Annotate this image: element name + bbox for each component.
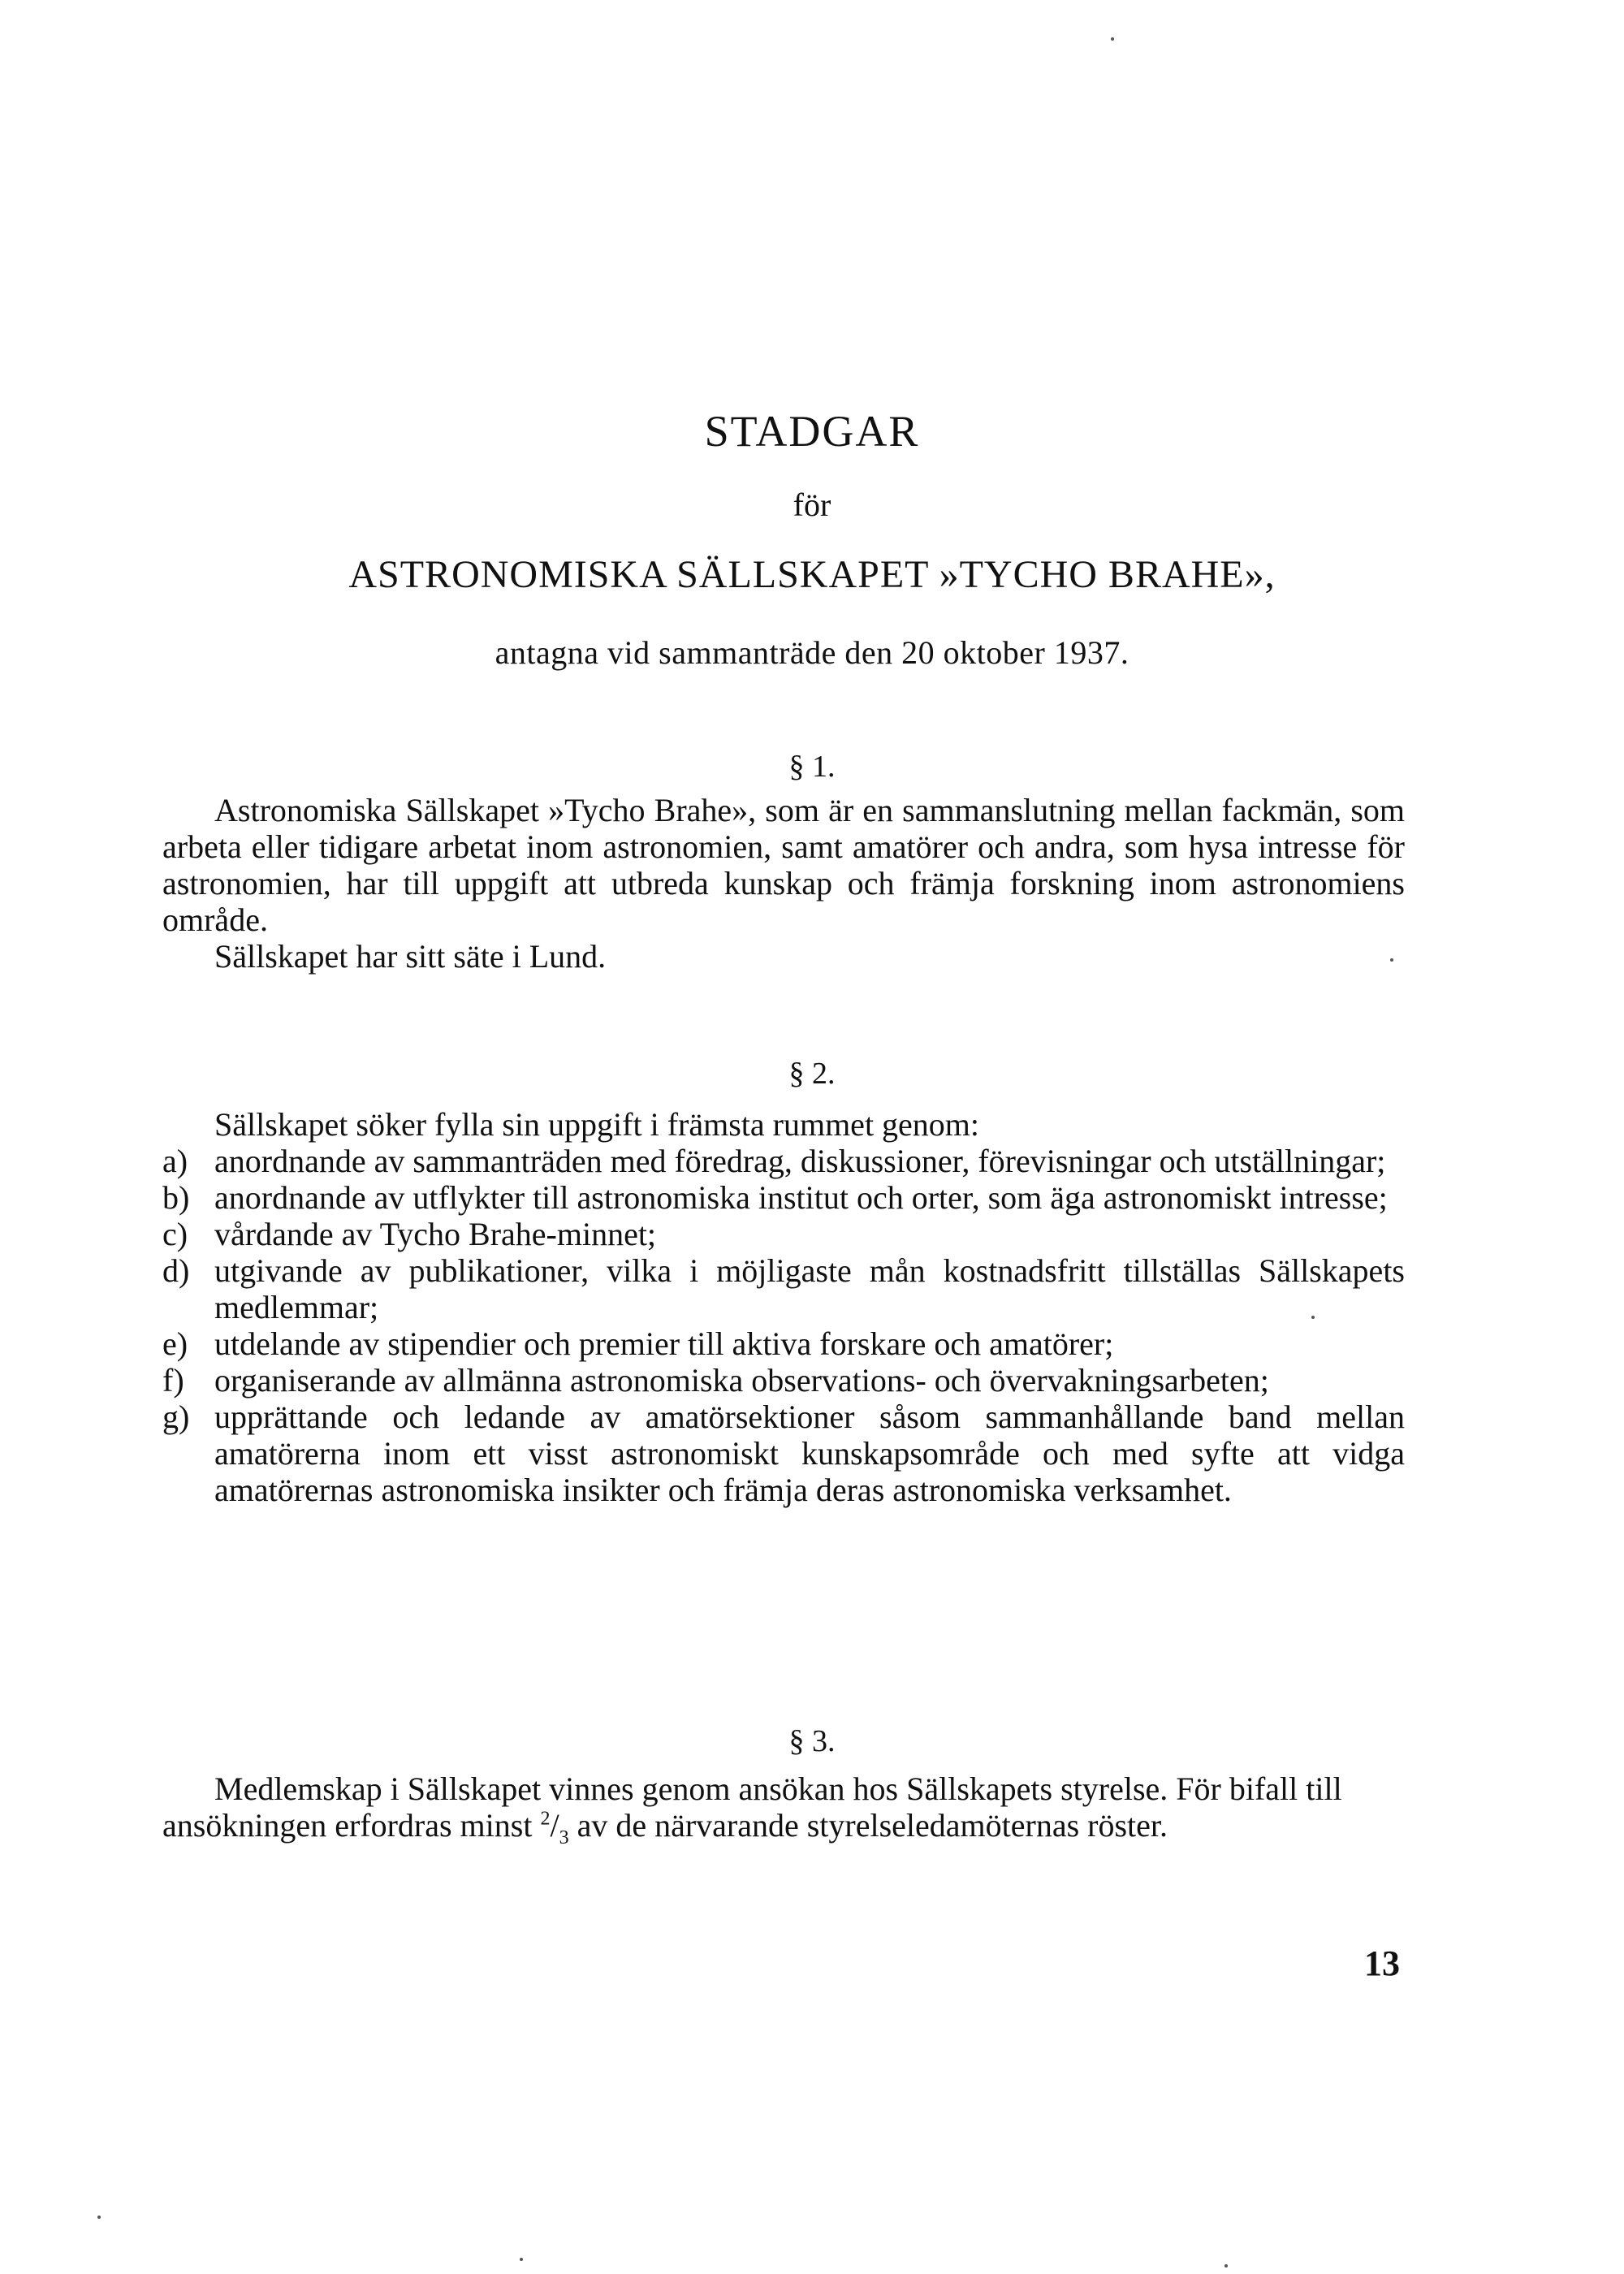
scan-speck xyxy=(97,2216,101,2219)
society-name: ASTRONOMISKA SÄLLSKAPET »TYCHO BRAHE», xyxy=(348,553,1276,596)
section-body-1 xyxy=(162,792,1405,975)
section-heading-2: § 2. xyxy=(788,1057,836,1091)
list-item xyxy=(162,1252,1405,1325)
fraction-denominator: 3 xyxy=(559,1827,569,1848)
list-item xyxy=(162,1362,1405,1399)
section-3-text-after: av de närvarande styrelseledamöternas röster. xyxy=(577,1807,1168,1844)
section-body-2 xyxy=(162,1106,1405,1508)
list-marker: e) xyxy=(162,1325,188,1362)
list-item xyxy=(162,1143,1405,1179)
adoption-note: antagna vid sammanträde den 20 oktober 1937. xyxy=(495,634,1129,671)
scan-speck xyxy=(520,2258,523,2261)
list-item xyxy=(162,1399,1405,1508)
list-item-text: anordnande av utflykter till astronomiska institut och orter, som äga astronomiskt intresse; xyxy=(214,1179,1388,1216)
list-item-text: utgivande av publikationer, vilka i möjligaste mån kostnadsfritt tillställas Sällskapets medlemmar; xyxy=(214,1252,1405,1325)
list-item xyxy=(162,1216,1405,1252)
section-3-paragraph xyxy=(162,1770,1405,1848)
fraction-numerator: 2 xyxy=(540,1808,551,1830)
list-item-text: organiserande av allmänna astronomiska observations- och övervakningsarbeten; xyxy=(214,1362,1269,1399)
scan-speck xyxy=(1224,2264,1228,2268)
section-2-intro: Sällskapet söker fylla sin uppgift i främsta rummet genom: xyxy=(214,1106,980,1143)
section-2-list xyxy=(162,1143,1405,1508)
list-item-text: upprättande och ledande av amatörsektioner såsom sammanhållande band mellan amatörerna inom ett visst astronomiskt kunskapsområde och med syfte att vidga amatörernas astronomiska insikter och främja deras astronomiska verksamhet. xyxy=(214,1399,1405,1508)
list-marker: d) xyxy=(162,1252,190,1289)
page-number: 13 xyxy=(1364,1943,1400,1983)
list-item-text: vårdande av Tycho Brahe-minnet; xyxy=(214,1216,657,1252)
section-heading-1: § 1. xyxy=(788,750,836,784)
list-item xyxy=(162,1325,1405,1362)
section-heading-3: § 3. xyxy=(788,1724,836,1758)
document-title: STADGAR xyxy=(704,407,920,456)
list-item-text: utdelande av stipendier och premier till aktiva forskare och amatörer; xyxy=(214,1325,1114,1362)
title-preposition: för xyxy=(793,486,831,523)
section-1-seat: Sällskapet har sitt säte i Lund. xyxy=(214,938,607,975)
section-1-paragraph: Astronomiska Sällskapet »Tycho Brahe», som är en sammanslutning mellan fackmän, som arbeta eller tidigare arbetat inom astronomien, samt amatörer och andra, som hysa intresse för astronomien, har till uppgift att utbreda kunskap och främja forskning inom astronomiens område. xyxy=(162,792,1405,938)
list-item-text: anordnande av sammanträden med föredrag, diskussioner, förevisningar och utställningar; xyxy=(214,1143,1386,1179)
list-marker: c) xyxy=(162,1216,188,1252)
section-3-text-before: Medlemskap i Sällskapet vinnes genom ansökan hos Sällskapets styrelse. För bifall till ansökningen erfordras minst xyxy=(162,1770,1342,1844)
list-marker: a) xyxy=(162,1143,188,1179)
two-thirds-fraction: $^2/_3$ xyxy=(540,1807,569,1848)
list-item xyxy=(162,1179,1405,1216)
list-marker: f) xyxy=(162,1362,184,1399)
list-marker: b) xyxy=(162,1179,190,1216)
scan-speck xyxy=(1390,958,1393,962)
scan-speck xyxy=(1111,37,1114,41)
section-body-3 xyxy=(162,1770,1405,1848)
list-marker: g) xyxy=(162,1399,190,1435)
scan-speck xyxy=(1311,1316,1315,1319)
